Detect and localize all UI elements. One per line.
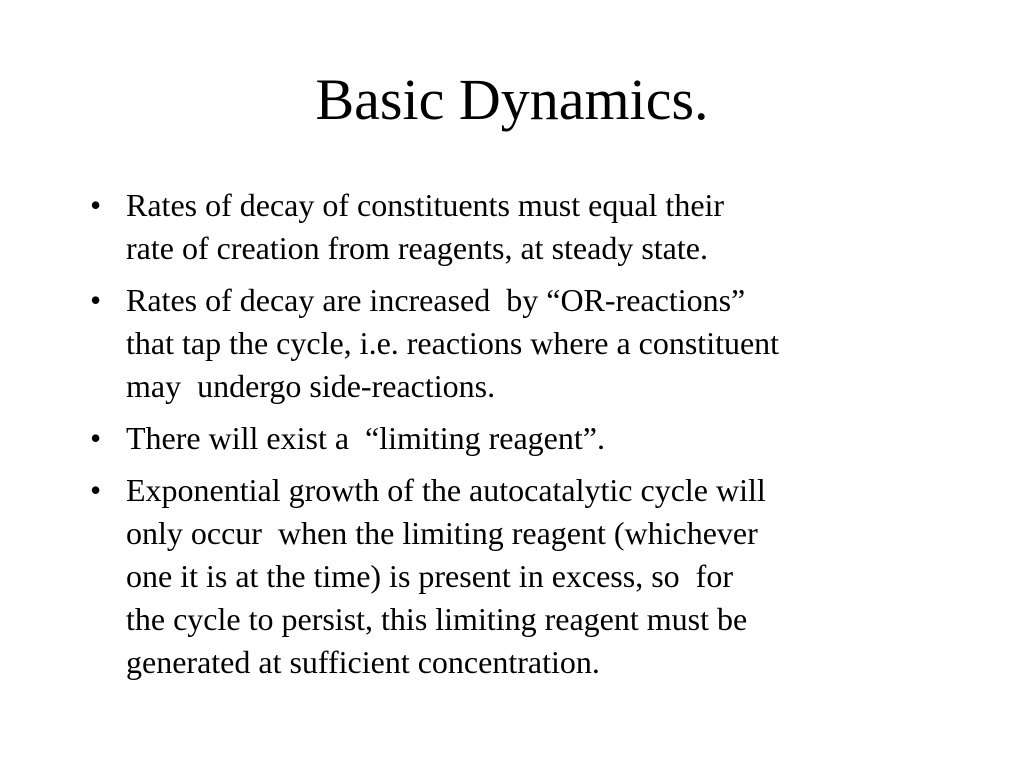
slide-title: Basic Dynamics.	[315, 67, 709, 132]
bullet-text-line: may undergo side-reactions.	[126, 368, 496, 404]
bullet-icon: •	[90, 282, 102, 318]
bullet-icon: •	[90, 187, 102, 223]
bullet-text-line: one it is at the time) is present in excess, so for	[126, 558, 733, 594]
bullet-text-line: Exponential growth of the autocatalytic cycle will	[126, 472, 766, 508]
bullet-text-line: Rates of decay of constituents must equal their	[126, 187, 725, 223]
bullet-item-4	[90, 469, 970, 684]
bullet-text-line: that tap the cycle, i.e. reactions where a constituent	[126, 325, 780, 361]
bullet-item-2	[90, 279, 970, 408]
bullet-text-line: Rates of decay are increased by “OR-reactions”	[126, 282, 746, 318]
bullet-list	[90, 184, 970, 693]
bullet-text-line: only occur when the limiting reagent (whichever	[126, 515, 758, 551]
bullet-item-3	[90, 417, 970, 460]
bullet-text-line: rate of creation from reagents, at steady state.	[126, 230, 708, 266]
bullet-icon: •	[90, 472, 102, 508]
bullet-text-line: the cycle to persist, this limiting reagent must be	[126, 601, 748, 637]
bullet-text-line: There will exist a “limiting reagent”.	[126, 420, 605, 456]
bullet-icon: •	[90, 420, 102, 456]
bullet-text-line: generated at sufficient concentration.	[126, 644, 600, 680]
bullet-item-1	[90, 184, 970, 270]
